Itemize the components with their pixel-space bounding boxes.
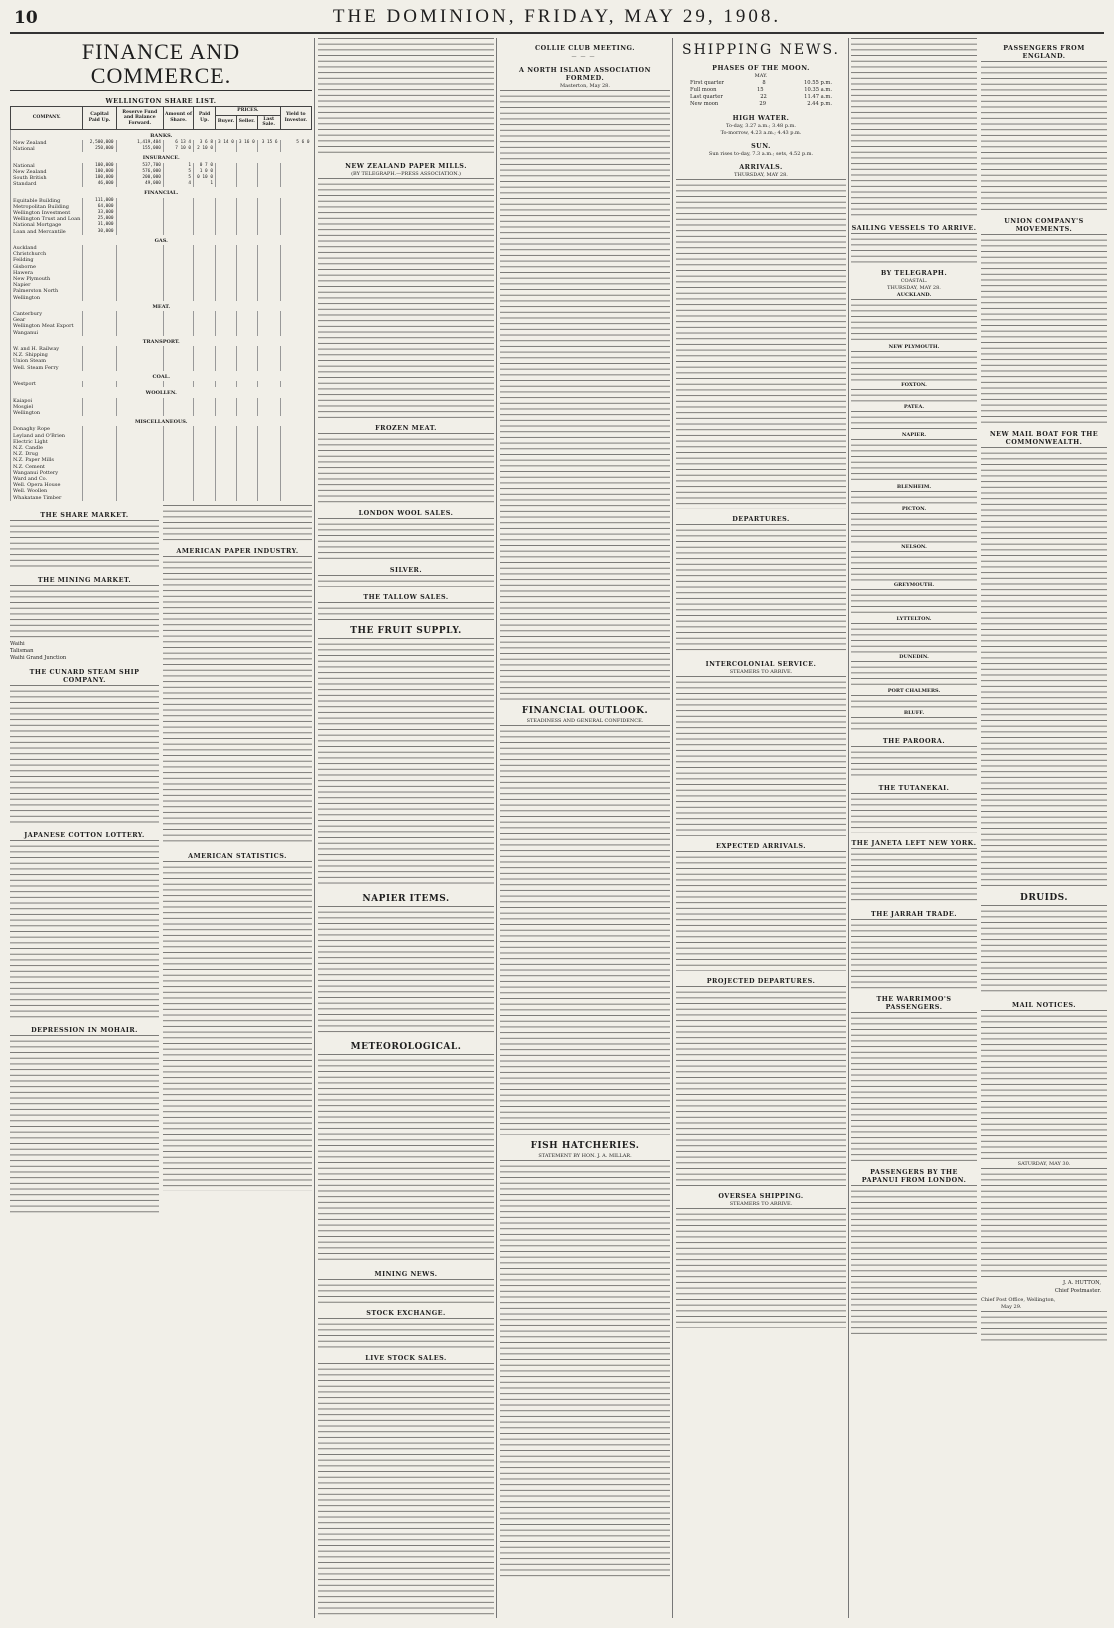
category-label: MISCELLANEOUS. (11, 416, 312, 426)
table-cell-capital: 64,000 (83, 204, 116, 210)
col-header-capital: Capital Paid Up. (83, 107, 116, 130)
table-cell-buyer (215, 495, 236, 501)
port-nelson: NELSON. (901, 544, 927, 550)
share-list-title: WELLINGTON SHARE LIST. (105, 97, 217, 105)
table-cell-reserve: 49,000 (116, 181, 163, 187)
table-cell-capital: 31,000 (83, 222, 116, 228)
heading-fruit-supply: THE FRUIT SUPPLY. (350, 626, 462, 636)
masthead (10, 6, 1104, 34)
category-label: INSURANCE. (11, 152, 312, 162)
article-body (981, 1010, 1107, 1160)
table-cell-reserve: 200,000 (116, 175, 163, 181)
moon-time: 2.44 p.m. (807, 101, 832, 107)
moon-phase-row (690, 101, 832, 108)
table-cell-capital: 100,000 (83, 169, 116, 175)
table-cell-share (163, 495, 193, 501)
table-cell-company: Leyland and O'Brien (11, 433, 83, 439)
table-category-row (11, 387, 312, 397)
mining-row (10, 641, 159, 648)
moon-phase: Last quarter (690, 94, 723, 100)
arrivals-date: THURSDAY, MAY 28. (734, 172, 788, 178)
moon-phase: First quarter (690, 80, 725, 86)
table-cell-buyer: 3 14 0 (215, 140, 236, 146)
article-body (163, 556, 312, 846)
departures-list (676, 524, 846, 654)
heading-mail-notices: MAIL NOTICES. (1012, 1001, 1076, 1009)
table-cell-reserve (116, 495, 163, 501)
article-body (500, 725, 670, 1135)
port-blenheim: BLENHEIM. (896, 484, 932, 490)
moon-day: 29 (759, 101, 767, 107)
article-body (10, 1035, 159, 1215)
heading-mining-market: THE MINING MARKET. (37, 575, 132, 584)
table-cell-capital (83, 495, 116, 501)
column-rule (848, 38, 849, 1618)
high-water-title: HIGH WATER. (732, 114, 790, 122)
col-header-company: COMPANY. (11, 107, 83, 130)
article-body (851, 746, 977, 778)
moon-day: 15 (757, 87, 764, 93)
table-cell-company: Kaiapoi (11, 398, 83, 404)
table-cell-capital: 2,500,000 (83, 140, 116, 146)
table-cell-share: 1 (163, 163, 193, 169)
table-cell-company: Napier (11, 282, 83, 288)
heading-janeta: THE JANETA LEFT NEW YORK. (851, 839, 977, 847)
mining-row (10, 655, 159, 662)
table-cell-company: Equitable Building (11, 198, 83, 204)
table-cell-paid: 2 10 0 (194, 146, 216, 152)
projected-departures-list (676, 986, 846, 1186)
table-cell-company: W. and H. Railway (11, 346, 83, 352)
table-cell-share: 7 10 0 (163, 146, 193, 152)
table-cell-paid: 3 6 8 (194, 140, 216, 146)
port-entries (851, 439, 977, 483)
divider: ——— (571, 54, 599, 60)
article-body (318, 638, 494, 888)
article-body (851, 793, 977, 833)
shipping-column (676, 38, 846, 1618)
shipping-subcolumn-left (851, 38, 977, 1341)
table-cell-paid: 1 (194, 181, 216, 187)
table-cell-company: Feilding (11, 257, 83, 263)
table-cell-company: Donaghy Rope (11, 426, 83, 432)
table-cell-paid: 1 0 0 (194, 169, 216, 175)
table-cell-company: Wellington Investment (11, 210, 83, 216)
table-cell-capital: 33,000 (83, 210, 116, 216)
article-body (981, 1168, 1107, 1278)
table-cell-company: National (11, 146, 83, 152)
mining-row (10, 648, 159, 655)
category-label: WOOLLEN. (11, 387, 312, 397)
page-number: 10 (14, 8, 38, 28)
table-cell-seller (236, 495, 257, 501)
signoff-title: Chief Postmaster. (1054, 1288, 1101, 1295)
table-cell-share: 6 13 4 (163, 140, 193, 146)
article-body (318, 178, 494, 418)
table-cell-company: National Mortgage (11, 222, 83, 228)
table-cell-company: Gisborne (11, 264, 83, 270)
table-cell-last (257, 495, 280, 501)
table-cell-capital: 100,000 (83, 175, 116, 181)
table-cell-company: New Zealand (11, 140, 83, 146)
heading-paroora: THE PAROORA. (882, 737, 946, 745)
table-cell-company: N.Z. Cement (11, 464, 83, 470)
category-label: FINANCIAL. (11, 187, 312, 197)
heading-frozen-meat: FROZEN MEAT. (375, 424, 437, 432)
table-cell-company: N.Z. Drug (11, 451, 83, 457)
newspaper-title: THE DOMINION, FRIDAY, MAY 29, 1908. (332, 6, 782, 27)
table-cell-company: Gear (11, 317, 83, 323)
shipping-subcolumns (851, 38, 1107, 1341)
article-body (981, 447, 1107, 887)
table-cell-seller: 3 16 0 (236, 140, 257, 146)
finance-articles-left (10, 505, 159, 1215)
port-entries (851, 299, 977, 343)
article-body (851, 233, 977, 263)
category-label: BANKS. (11, 129, 312, 140)
port-entries (851, 661, 977, 687)
heading-american-paper: AMERICAN PAPER INDUSTRY. (176, 546, 299, 555)
heading-meteorological: METEOROLOGICAL. (350, 1042, 462, 1052)
moon-phase-row (690, 87, 832, 94)
table-cell-reserve: 1,419,404 (116, 140, 163, 146)
subheading-steamers-arrive: STEAMERS TO ARRIVE. (729, 669, 793, 675)
heading-arrivals: ARRIVALS. (739, 163, 783, 171)
port-port-chalmers: PORT CHALMERS. (887, 688, 941, 694)
moon-phase-row (690, 94, 832, 101)
heading-sailing-vessels: SAILING VESSELS TO ARRIVE. (851, 224, 977, 232)
port-entries (851, 695, 977, 709)
article-body (318, 1054, 494, 1264)
table-cell-reserve: 155,000 (116, 146, 163, 152)
heading-projected-departures: PROJECTED DEPARTURES. (706, 977, 816, 985)
heading-live-stock: LIVE STOCK SALES. (365, 1354, 447, 1362)
article-body (851, 1185, 977, 1335)
table-cell-share: 4 (163, 181, 193, 187)
heading-stock-exchange: STOCK EXCHANGE. (366, 1309, 446, 1317)
port-picton: PICTON. (901, 506, 927, 512)
news-column-2 (318, 38, 494, 1618)
heading-union-company: UNION COMPANY'S MOVEMENTS. (1004, 217, 1084, 233)
port-entries (851, 551, 977, 581)
heading-expected-arrivals: EXPECTED ARRIVALS. (715, 842, 807, 850)
col-header-last: Last Sale. (257, 115, 280, 129)
share-list-table (10, 106, 312, 501)
table-cell-capital: 100,000 (83, 163, 116, 169)
article-body (10, 840, 159, 1020)
table-cell-company: Wellington (11, 295, 83, 301)
shipping-column-2 (851, 38, 1107, 1618)
table-cell-company: Standard (11, 181, 83, 187)
table-category-row (11, 336, 312, 346)
port-entries (851, 351, 977, 381)
heading-financial-outlook: FINANCIAL OUTLOOK. (521, 706, 649, 717)
heading-warrimoo: THE WARRIMOO'S PASSENGERS. (876, 995, 952, 1011)
arrivals-list (676, 179, 846, 509)
port-lyttelton: LYTTELTON. (896, 616, 932, 622)
table-cell-company: Loan and Mercantile (11, 229, 83, 235)
table-cell-reserve: 537,700 (116, 163, 163, 169)
mining-name: Talisman (10, 647, 34, 654)
table-cell-share: 5 (163, 169, 193, 175)
table-cell-company: Well. Steam Ferry (11, 365, 83, 371)
article-body (851, 38, 977, 218)
col-header-buyer: Buyer. (215, 115, 236, 129)
table-cell-company: Electric Light (11, 439, 83, 445)
heading-oversea-shipping: OVERSEA SHIPPING. (718, 1192, 804, 1200)
moon-time: 10.35 a.m. (804, 87, 832, 93)
port-foxton: FOXTON. (901, 382, 927, 388)
table-cell-yield: 5 6 0 (280, 140, 311, 146)
finance-title: FINANCE AND COMMERCE. (10, 40, 312, 91)
table-cell-company: Well. Opera House (11, 482, 83, 488)
table-cell-company: South British (11, 175, 83, 181)
table-category-row (11, 301, 312, 311)
heading-new-mail-boat: NEW MAIL BOAT FOR THE COMMONWEALTH. (989, 430, 1099, 446)
heading-papanui: PASSENGERS BY THE PAPANUI FROM LONDON. (861, 1168, 967, 1184)
heading-north-island-association: A NORTH ISLAND ASSOCIATION FORMED. (519, 66, 651, 83)
table-cell-company: Wellington Meat Export (11, 323, 83, 329)
article-body (500, 1160, 670, 1580)
heading-silver: SILVER. (389, 566, 423, 574)
port-entries (851, 411, 977, 431)
article-body (163, 861, 312, 1191)
finance-articles-right (163, 505, 312, 1215)
table-header-row (11, 107, 312, 116)
heading-japanese-lottery: JAPANESE COTTON LOTTERY. (24, 830, 145, 839)
heading-mohair: DEPRESSION IN MOHAIR. (31, 1025, 138, 1034)
moon-month: MAY. (754, 73, 768, 79)
table-category-row (11, 371, 312, 381)
finance-articles (10, 505, 312, 1215)
col-header-seller: Seller. (236, 115, 257, 129)
mail-date: SATURDAY, MAY 30. (1017, 1161, 1071, 1167)
category-label: MEAT. (11, 301, 312, 311)
shipping-title: SHIPPING NEWS. (682, 42, 840, 58)
table-cell-company: Mosgiel (11, 404, 83, 410)
col-header-paid: Paid Up. (194, 107, 216, 130)
table-cell-company: Hawera (11, 270, 83, 276)
table-cell-company: New Zealand (11, 169, 83, 175)
intercolonial-list (676, 676, 846, 836)
table-cell-company: Canterbury (11, 311, 83, 317)
oversea-list (676, 1208, 846, 1328)
high-water-today: To-day, 3.27 a.m.; 3.48 p.m. (726, 123, 796, 129)
article-body (10, 685, 159, 825)
article-body (500, 90, 670, 700)
table-cell-company: Union Steam (11, 358, 83, 364)
subheading-millar-statement: STATEMENT BY HON. J. A. MILLAR. (538, 1153, 632, 1160)
moon-time: 10.55 p.m. (803, 80, 832, 86)
table-cell-company: Auckland (11, 245, 83, 251)
heading-tutanekai: THE TUTANEKAI. (878, 784, 950, 792)
article-body (163, 505, 312, 541)
table-cell-company: N.Z. Candle (11, 445, 83, 451)
port-entries (851, 513, 977, 543)
article-body (318, 602, 494, 620)
port-patea: PATEA. (903, 404, 925, 410)
heading-collie-club: COLLIE CLUB MEETING. (534, 44, 635, 52)
share-table-body (11, 129, 312, 500)
port-dunedin: DUNEDIN. (899, 654, 929, 660)
finance-column (10, 38, 312, 1618)
table-category-row (11, 187, 312, 197)
column-rule (314, 38, 315, 1618)
port-entries (851, 623, 977, 653)
heading-intercolonial: INTERCOLONIAL SERVICE. (705, 660, 817, 668)
moon-phases-table (676, 80, 846, 108)
heading-mining-news: MINING NEWS. (374, 1270, 438, 1278)
table-cell-capital: 250,000 (83, 146, 116, 152)
mining-name: Waihi Grand Junction (10, 654, 67, 661)
table-cell-company: Wellington (11, 410, 83, 416)
moon-phase: New moon (690, 101, 719, 107)
table-cell-company: Ward and Co. (11, 476, 83, 482)
coastal-date: THURSDAY, MAY 28. (887, 285, 941, 291)
moon-time: 11.47 a.m. (804, 94, 832, 100)
port-bluff: BLUFF. (903, 710, 925, 716)
mining-price-list (10, 641, 159, 662)
heading-wool-sales: LONDON WOOL SALES. (358, 509, 454, 517)
article-body (981, 1311, 1107, 1341)
heading-druids: DRUIDS. (1020, 893, 1068, 903)
port-entries (851, 589, 977, 615)
port-entries (851, 389, 977, 403)
high-water-tomorrow: To-morrow, 4.23 a.m.; 4.43 p.m. (720, 130, 802, 136)
article-body (318, 1279, 494, 1303)
table-cell-company: Wellington Trust and Loan (11, 216, 83, 222)
article-body (318, 433, 494, 503)
table-cell-company: Whakatane Timber (11, 495, 83, 501)
heading-by-telegraph: BY TELEGRAPH. (880, 269, 948, 277)
port-greymouth: GREYMOUTH. (893, 582, 935, 588)
moon-day: 8 (762, 80, 766, 86)
article-body (318, 1363, 494, 1618)
signoff-date: May 29. (1001, 1303, 1022, 1310)
expected-arrivals-list (676, 851, 846, 971)
table-row (11, 495, 312, 501)
article-body (981, 234, 1107, 424)
category-label: GAS. (11, 235, 312, 245)
table-category-row (11, 235, 312, 245)
heading-jarrah-trade: THE JARRAH TRADE. (871, 910, 957, 918)
news-column-3 (500, 38, 670, 1618)
table-cell-company: National (11, 163, 83, 169)
port-auckland: AUCKLAND. (896, 292, 932, 298)
article-body (851, 1012, 977, 1162)
moon-phases-title: PHASES OF THE MOON. (712, 64, 810, 72)
heading-fish-hatcheries: FISH HATCHERIES. (530, 1141, 640, 1152)
heading-share-market: THE SHARE MARKET. (40, 510, 129, 519)
table-cell-company: Metropolitan Building (11, 204, 83, 210)
subheading-coastal: COASTAL. (900, 278, 928, 284)
table-cell-company: Westport (11, 381, 83, 387)
signoff-place: Chief Post Office, Wellington, (981, 1296, 1056, 1303)
table-category-row (11, 416, 312, 426)
port-entries (851, 491, 977, 505)
article-body (851, 848, 977, 904)
port-entries (851, 717, 977, 731)
article-body (981, 61, 1107, 211)
article-body (318, 38, 494, 156)
table-cell-paid (194, 495, 216, 501)
table-cell-company: N.Z. Paper Mills (11, 457, 83, 463)
heading-passengers-england: PASSENGERS FROM ENGLAND. (1003, 44, 1085, 60)
sun-times: Sun rises to-day, 7.3 a.m.; sets, 4.52 p.m. (708, 151, 814, 157)
table-cell-capital: 25,000 (83, 216, 116, 222)
dateline: Masterton, May 28. (560, 83, 610, 90)
table-cell-company: Well. Woollen (11, 488, 83, 494)
subheading-oversea-steamers: STEAMERS TO ARRIVE. (729, 1201, 793, 1207)
table-cell-paid: 0 7 0 (194, 163, 216, 169)
table-cell-yield (280, 495, 311, 501)
heading-cunard: THE CUNARD STEAM SHIP COMPANY. (29, 667, 140, 684)
moon-day: 22 (760, 94, 767, 100)
article-body (318, 575, 494, 587)
table-category-row (11, 152, 312, 162)
article-body (851, 919, 977, 989)
table-cell-company: N.Z. Shipping (11, 352, 83, 358)
table-cell-company: Wanganui Pottery (11, 470, 83, 476)
port-new-plymouth: NEW PLYMOUTH. (888, 344, 940, 350)
table-cell-company: Christchurch (11, 251, 83, 257)
moon-phase: Full moon (690, 87, 717, 93)
col-header-yield: Yield to Investor. (280, 107, 311, 130)
port-napier: NAPIER. (901, 432, 927, 438)
subheading-steadiness: STEADINESS AND GENERAL CONFIDENCE. (526, 718, 644, 725)
moon-phase-row (690, 80, 832, 87)
sun-title: SUN. (751, 142, 771, 150)
article-body (318, 518, 494, 560)
heading-tallow: THE TALLOW SALES. (363, 593, 449, 601)
heading-napier-items: NAPIER ITEMS. (362, 894, 450, 904)
col-header-prices: PRICES. (215, 107, 280, 116)
table-cell-company: Palmerston North (11, 288, 83, 294)
table-cell-company: New Plymouth (11, 276, 83, 282)
table-cell-capital: 30,000 (83, 229, 116, 235)
table-cell-capital: 111,000 (83, 198, 116, 204)
table-category-row (11, 129, 312, 140)
signoff-name: J. A. HUTTON, (1062, 1280, 1101, 1286)
article-body (981, 905, 1107, 995)
column-rule (672, 38, 673, 1618)
table-cell-share: 5 (163, 175, 193, 181)
heading-paper-mills: NEW ZEALAND PAPER MILLS. (345, 162, 467, 170)
category-label: COAL. (11, 371, 312, 381)
category-label: TRANSPORT. (11, 336, 312, 346)
article-body (10, 520, 159, 570)
table-cell-last: 3 15 6 (257, 140, 280, 146)
column-rule (496, 38, 497, 1618)
article-body (10, 585, 159, 641)
table-cell-reserve: 576,000 (116, 169, 163, 175)
col-header-reserve: Reserve Fund and Balance Forward. (116, 107, 163, 130)
table-cell-company: Wanganui (11, 330, 83, 336)
heading-departures: DEPARTURES. (732, 515, 790, 523)
shipping-subcolumn-right (981, 38, 1107, 1341)
table-cell-capital: 46,000 (83, 181, 116, 187)
article-body (318, 1318, 494, 1348)
mining-name: Waihi (10, 640, 25, 647)
heading-american-statistics: AMERICAN STATISTICS. (188, 851, 287, 860)
col-header-share: Amount of Share. (163, 107, 193, 130)
table-cell-paid: 0 10 0 (194, 175, 216, 181)
article-body (318, 906, 494, 1036)
byline: (BY TELEGRAPH.—PRESS ASSOCIATION.) (351, 171, 461, 177)
